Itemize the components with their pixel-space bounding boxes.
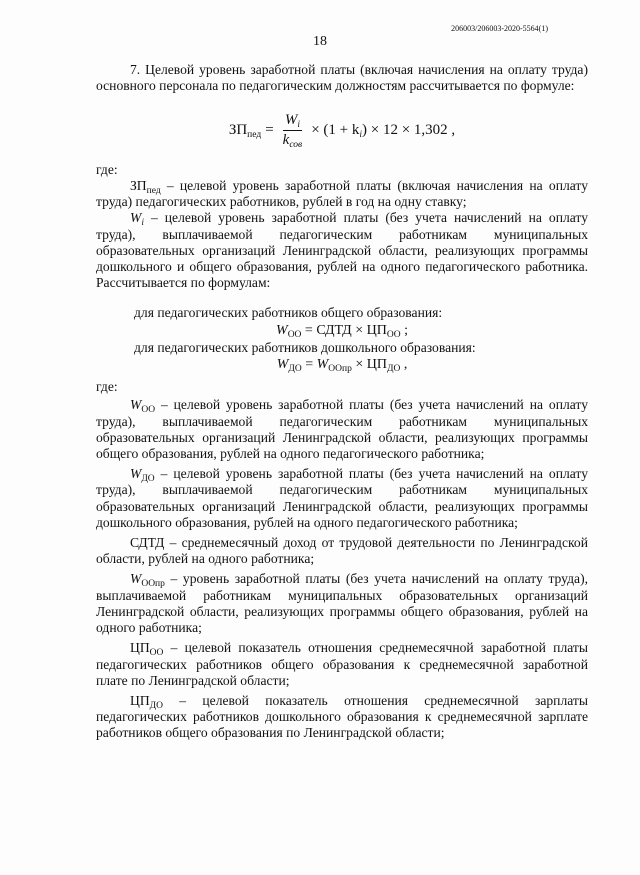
list-item <box>96 397 588 462</box>
formula-general-label: для педагогических работников общего образования: <box>134 305 443 321</box>
formula-rest-a: × (1 + k <box>311 122 360 138</box>
list-item <box>96 693 588 742</box>
formula-lhs-sub: пед <box>247 130 262 140</box>
definition-symbol-sub: i <box>141 218 144 229</box>
fraction-numerator-sub: i <box>297 120 300 131</box>
page-number: 18 <box>313 34 327 49</box>
definition-symbol: СДТД <box>130 535 165 551</box>
formula-preschool: $W_{ДО} = W_{ООпр} \times ЦП_{ДО}$ , <box>276 357 408 375</box>
definition-symbol-sub: ОО <box>141 405 156 416</box>
formula-rest-b: ) × 12 × 1,302 , <box>362 122 456 138</box>
list-item <box>96 466 588 531</box>
definition-text: – целевой уровень заработной платы (без учета начислений на оплату труда), выплачиваемой педагогическим работникам муниципальных образовательных организаций Ленинградской области, реализующих программы общего образования, рублей на одного педагогического работника; <box>96 397 588 462</box>
definition-symbol-sub: ДО <box>141 474 155 485</box>
list-item <box>96 640 588 689</box>
definitions-list <box>96 397 588 741</box>
formula-fraction <box>281 112 305 150</box>
definition-symbol: W <box>130 397 142 413</box>
definition-zp <box>96 178 588 210</box>
where-label: где: <box>96 379 118 395</box>
formula-general: $W_{ОО}$ = СДТД × $ЦП_{ОО}$ ; <box>276 322 408 340</box>
where-label: где: <box>96 161 118 177</box>
document-id: 206003/206003-2020-5564(1) <box>451 24 548 33</box>
definition-text: – целевой уровень заработной платы (включая начисления на оплату труда) педагогических работников, рублей в год на одну ставку; <box>96 178 588 210</box>
definition-text: – целевой показатель отношения среднемесячной заработной платы педагогических работников общего образования к среднемесячной заработной плате по Ленинградской области; <box>96 640 588 688</box>
definition-symbol-sub: ДО <box>149 700 163 711</box>
formula-rest-sub: i <box>359 130 362 140</box>
fraction-denominator: k <box>282 131 290 148</box>
definition-text: – целевой уровень заработной платы (без учета начислений на оплату труда), выплачиваемой педагогическим работникам муниципальных образовательных организаций Ленинградской области, реализующих программы дошкольного и общего образования, рублей на одного педагогического работника. Рассчитывается по формулам: <box>96 210 588 291</box>
definition-symbol: ЦП <box>130 692 150 708</box>
definition-text: – целевой уровень заработной платы (без учета начислений на оплату труда), выплачиваемой педагогическим работникам муниципальных образовательных организаций Ленинградской области, реализующих программы дошкольного образования, рублей на одного педагогического работника; <box>96 466 588 530</box>
definition-text: – среднемесячный доход от трудовой деятельности по Ленинградской области, рублей на одного работника; <box>96 535 588 567</box>
list-item <box>96 571 588 636</box>
formula-preschool-label: для педагогических работников дошкольного образования: <box>134 339 476 355</box>
definition-symbol: W <box>130 210 142 226</box>
definition-symbol-sub: ООпр <box>141 579 165 590</box>
definition-symbol: ЗП <box>130 178 147 194</box>
definition-symbol: W <box>130 466 142 482</box>
definition-text: – уровень заработной платы (без учета начислений на оплату труда), выплачиваемой работникам муниципальных образовательных организаций Ленинградской области, реализующих программы общего образования, рублей на одного работника; <box>96 571 588 636</box>
definition-wi <box>96 210 588 291</box>
fraction-numerator: W <box>284 112 298 129</box>
fraction-denominator-sub: сов <box>289 139 303 150</box>
formula-eq: = <box>265 122 274 138</box>
document-body <box>96 62 588 742</box>
definition-text: – целевой показатель отношения среднемесячной зарплаты педагогических работников дошкольного образования к среднемесячной зарплате работников общего образования по Ленинградской области; <box>96 692 588 741</box>
list-item <box>96 535 588 567</box>
formula-main <box>96 112 588 150</box>
paragraph-intro: 7. Целевой уровень заработной платы (включая начисления на оплату труда) основного персонала по педагогическим должностям рассчитывается по формуле: <box>96 62 588 94</box>
definition-symbol: ЦП <box>130 640 150 656</box>
definition-symbol-sub: пед <box>146 186 161 197</box>
formula-lhs: ЗП <box>228 122 248 138</box>
definition-symbol-sub: ОО <box>149 648 164 659</box>
definition-symbol: W <box>130 571 142 587</box>
